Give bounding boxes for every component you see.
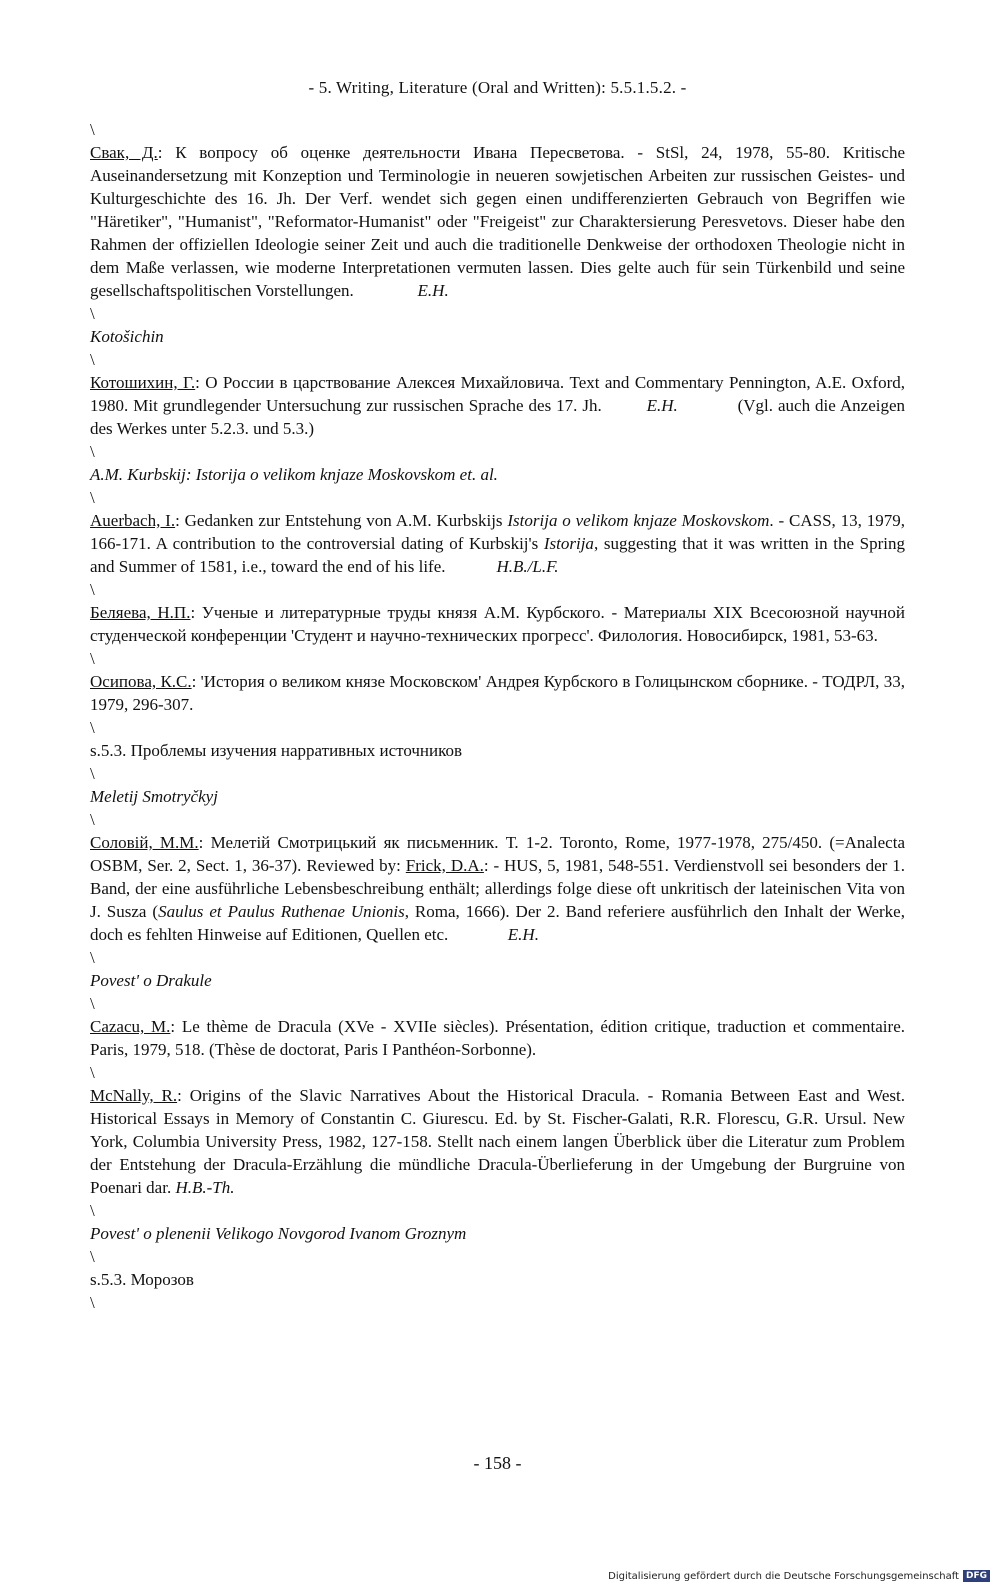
work-title: Istorija o velikom knjaze Moskovskom [507,511,770,530]
separator: \ [90,304,95,323]
section-reference: s.5.3. Проблемы изучения нарративных источников [90,741,463,760]
reviewer-name: Frick, D.A. [405,856,484,875]
author-name: Котошихин, Г. [90,373,196,392]
document-page [90,0,905,1591]
separator: \ [90,1247,95,1266]
section-heading: Meletij Smotryčkyj [90,787,218,806]
cross-reference-note: (Vgl. auch die Anzeigen des Werkes unter 5.2.3. und 5.3.) [90,396,906,438]
reviewer-initials: E.H. [417,281,449,300]
reviewer-initials: H.B.-Th. [175,1178,235,1197]
bib-entry-beljaeva: Беляева, Н.П.: Ученые и литературные труды князя А.М. Курбского. - Материалы XIX Всесоюзной научной студенческой конференции 'Студент и научно-технических прогресс'. Филология. Новосибирск, 1981, 53-63. [90,603,905,645]
author-name: Осипова, К.С. [90,672,192,691]
separator: \ [90,764,95,783]
dfg-logo: DFG [963,1570,990,1582]
author-name: Свак, Д. [90,143,158,162]
separator: \ [90,580,95,599]
author-name: McNally, R. [90,1086,178,1105]
bib-entry-mcnally: McNally, R.: Origins of the Slavic Narratives About the Historical Dracula. - Romania Between East and West. Historical Essays in Memory of Constantin C. Giurescu. Ed. by St. Fischer-Galati, R.R. Florescu, G.R. Ursul. New York, Columbia University Press, 1982, 127-158. Stellt nach einem langen Überblick über die Literatur zum Problem der Entstehung der Dracula-Erzählung die mündliche Dracula-Überlieferung in der Umgebung der Burgruine von Poenari dar. H.B.-Th. [90,1086,905,1197]
bib-entry-kotosichin: Котошихин, Г.: О России в царствование Алексея Михайловича. Text and Commentary Pennington, A.E. Oxford, 1980. Mit grundlegender Untersuchung zur russischen Sprache des 17. Jh. E.H. (Vgl. auch die Anzeigen des Werkes unter 5.2.3. und 5.3.) [90,373,906,438]
section-heading: Povest' o Drakule [90,971,212,990]
work-title: Saulus et Paulus Ruthenae Unionis [158,902,405,921]
bib-entry-osipova: Осипова, К.С.: 'История о великом князе Московском' Андрея Курбского в Голицынском сборнике. - ТОДРЛ, 33, 1979, 296-307. [90,672,905,714]
reviewer-initials: E.H. [646,396,678,415]
work-title: Istorija [543,534,594,553]
reviewer-initials: E.H. [507,925,539,944]
separator: \ [90,488,95,507]
separator: \ [90,350,95,369]
separator: \ [90,718,95,737]
reviewer-initials: H.B./L.F. [496,557,559,576]
author-name: Cazacu, M. [90,1017,171,1036]
running-header: - 5. Writing, Literature (Oral and Written): 5.5.1.5.2. - [308,78,687,97]
bib-entry-solovij: Соловій, М.М.: Мелетій Смотрицький як письменник. Т. 1-2. Toronto, Rome, 1977-1978, 275/450. (=Analecta OSBM, Ser. 2, Sect. 1, 36-37). Reviewed by: Frick, D.A.: - HUS, 5, 1981, 548-551. Verdienstvoll sei besonders der 1. Band, der eine ausführliche Lebensbeschreibung enthält; allerdings folge diese oft unkritisch der lateinischen Vita von J. Susza (Saulus et Paulus Ruthenae Unionis, Roma, 1666). Der 2. Band referiere ausführlich den Inhalt der Werke, doch es fehlten Hinweise auf Editionen, Quellen etc. E.H. [90,833,905,944]
separator: \ [90,1293,95,1312]
separator: \ [90,994,95,1013]
author-name: Auerbach, I. [90,511,176,530]
separator: \ [90,810,95,829]
separator: \ [90,1063,95,1082]
author-name: Соловій, М.М. [90,833,199,852]
author-name: Беляева, Н.П. [90,603,191,622]
section-heading: Povest' o plenenii Velikogo Novgorod Ivanom Groznym [90,1224,467,1243]
separator: \ [90,120,95,139]
bib-entry-auerbach: Auerbach, I.: Gedanken zur Entstehung von A.M. Kurbskijs Istorija o velikom knjaze Moskovskom. - CASS, 13, 1979, 166-171. A contribution to the controversial dating of Kurbskij's Istorija, suggesting that it was written in the Spring and Summer of 1581, i.e., toward the end of his life. H.B./L.F. [90,511,905,576]
separator: \ [90,649,95,668]
section-heading: Kotošichin [90,327,164,346]
separator: \ [90,442,95,461]
bib-entry-cazacu: Cazacu, M.: Le thème de Dracula (XVe - XVIIe siècles). Présentation, édition critique, traduction et commentaire. Paris, 1979, 518. (Thèse de doctorat, Paris I Panthéon-Sorbonne). [90,1017,905,1059]
separator: \ [90,948,95,967]
separator: \ [90,1201,95,1220]
section-reference: s.5.3. Морозов [90,1270,194,1289]
page-number: - 158 - [473,1453,522,1473]
footer-text: Digitalisierung gefördert durch die Deutsche Forschungsgemeinschaft [608,1570,959,1582]
digitization-footer [608,1570,990,1582]
bib-entry-svak: Свак, Д.: К вопросу об оценке деятельности Ивана Пересветова. - StSl, 24, 1978, 55-80. Kritische Auseinandersetzung mit Konzeption und Terminologie in neueren sowjetischen Arbeiten zur russischen Geistes- und Kulturgeschichte des 16. Jh. Der Verf. wendet sich gegen einen undifferenzierten Gebrauch von Begriffen wie "Häretiker", "Humanist", "Reformator-Humanist" oder "Freigeist" zur Charaktersierung Peresvetovs. Dieser habe den Rahmen der offiziellen Ideologie seiner Zeit und auch die traditionelle Denkweise der orthodoxen Theologie nicht in dem Maße verlassen, wie moderne Interpretationen vermuten lassen. Dies gelte auch für sein Türkenbild und seine gesellschaftspolitischen Vorstellungen. E.H. [90,143,906,300]
section-heading: A.M. Kurbskij: Istorija o velikom knjaze Moskovskom et. al. [90,465,498,484]
bibliography-content [90,118,905,1314]
